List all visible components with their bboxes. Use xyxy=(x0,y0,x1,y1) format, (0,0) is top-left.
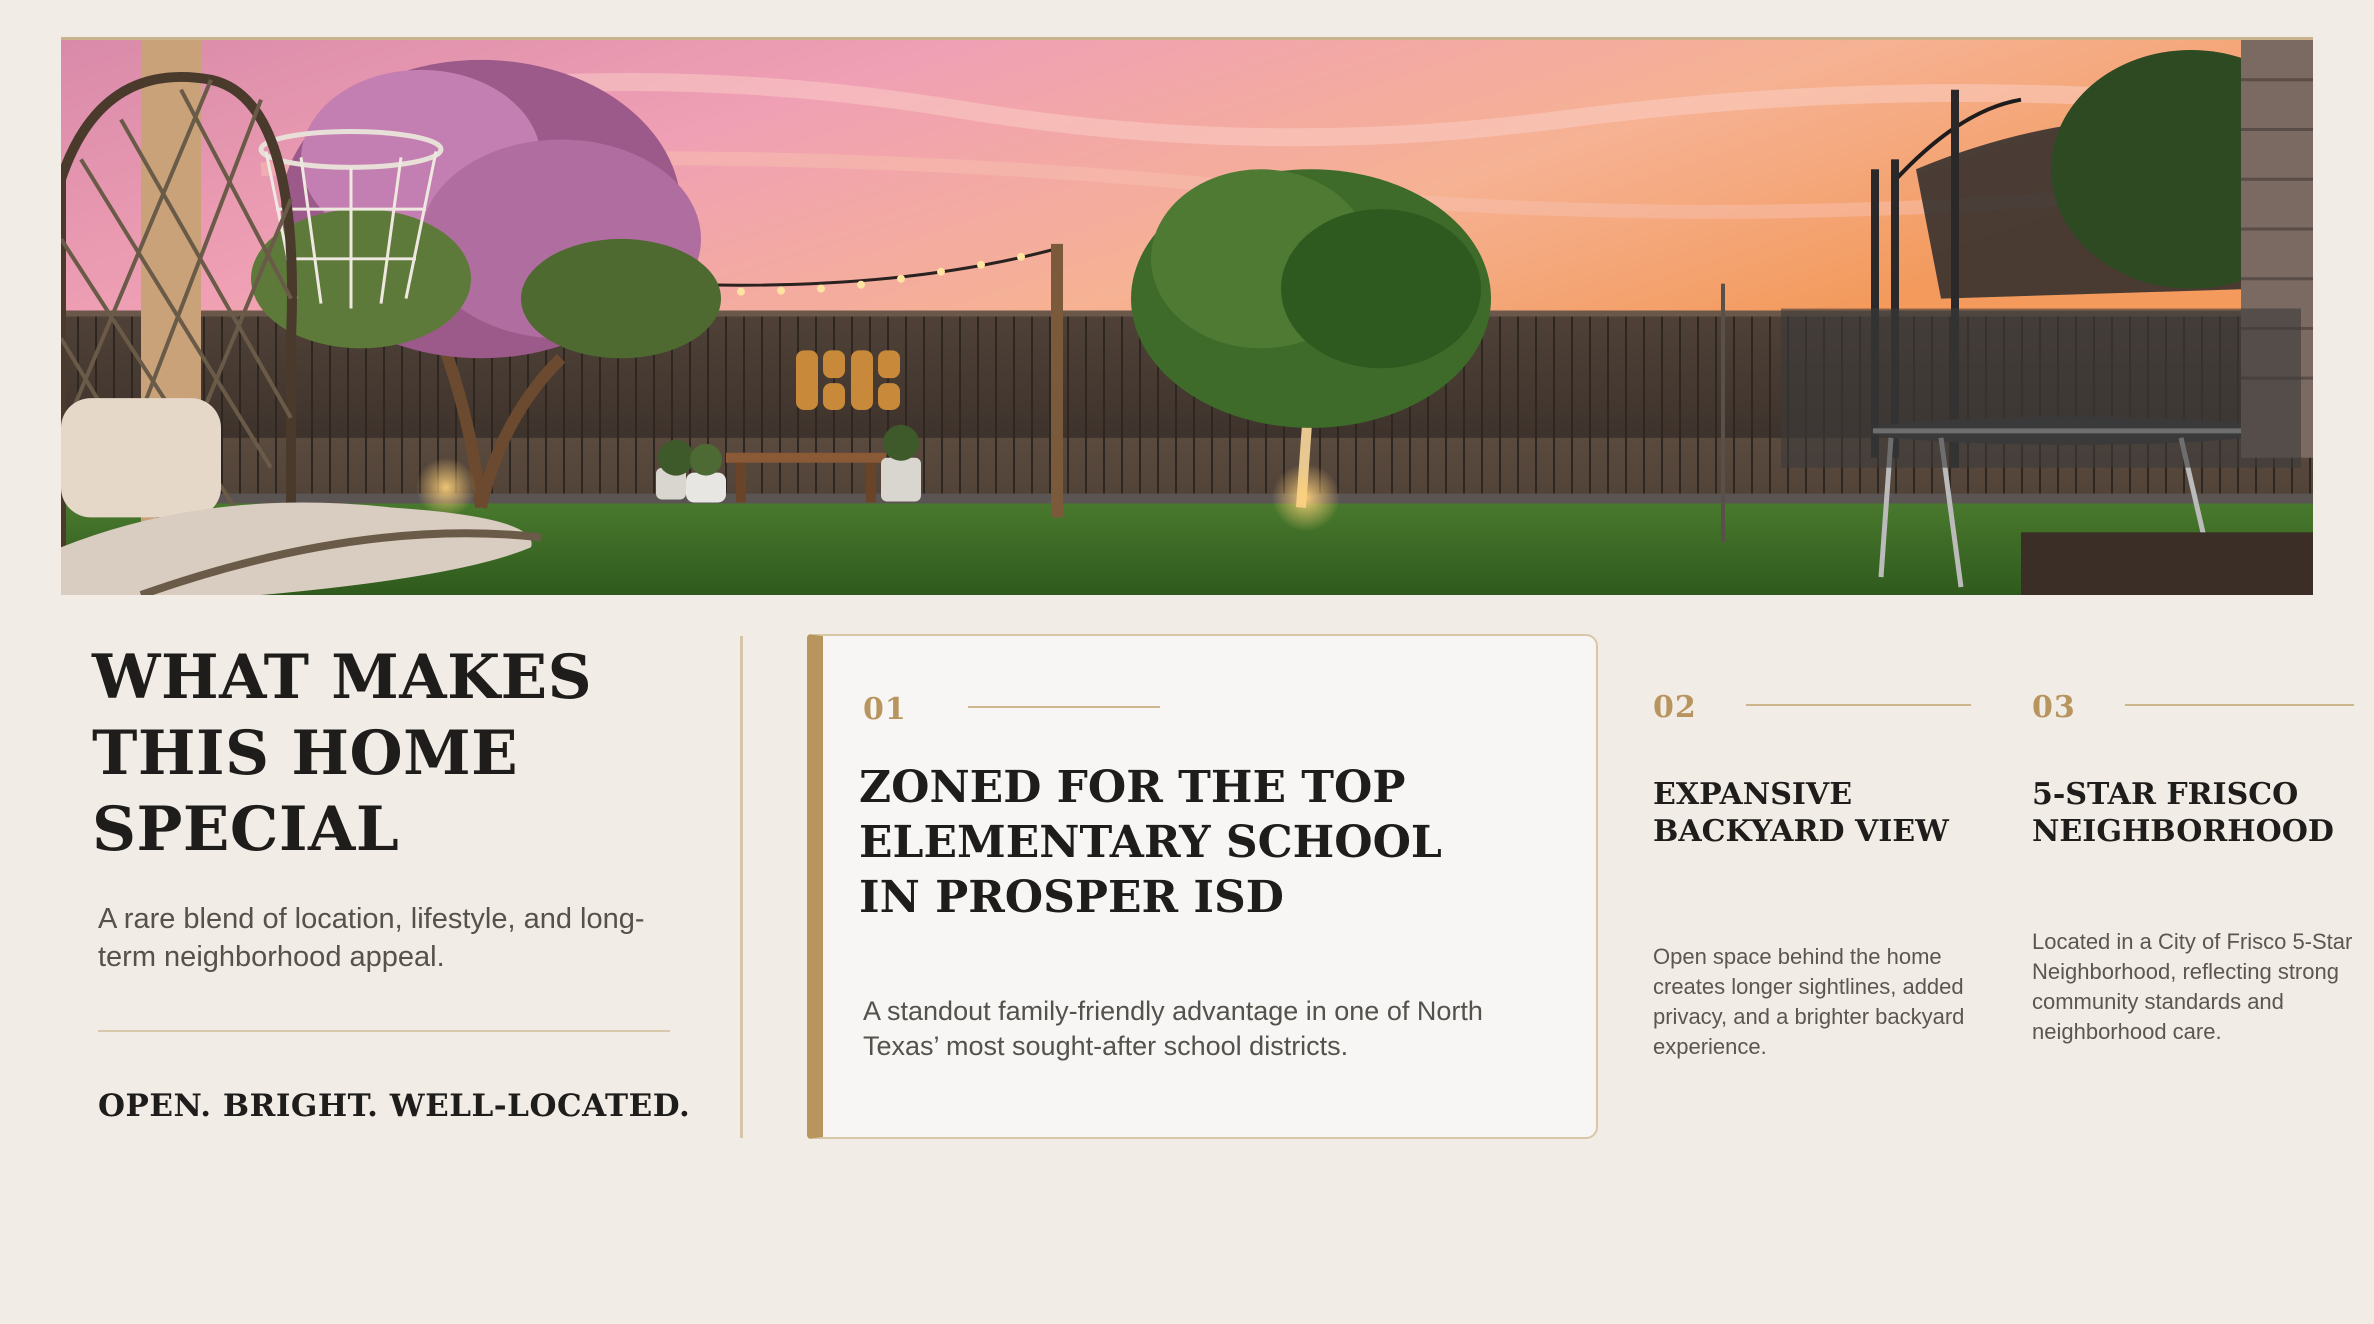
divider xyxy=(1746,704,1971,706)
feature-number: 02 xyxy=(1653,690,1697,725)
backyard-sunset-illustration xyxy=(61,40,2313,595)
divider xyxy=(968,706,1160,708)
feature-card-01 xyxy=(807,634,1598,1139)
section-subtitle: A rare blend of location, lifestyle, and long-term neighborhood appeal. xyxy=(98,903,645,973)
feature-description: Open space behind the home creates longer sightlines, added privacy, and a brighter backyard experience. xyxy=(1653,944,1965,1059)
column-divider xyxy=(740,636,743,1138)
feature-title: ZONED FOR THE TOP ELEMENTARY SCHOOL IN PROSPER ISD xyxy=(859,762,1442,923)
feature-title: 5-STAR FRISCO NEIGHBORHOOD xyxy=(2032,777,2334,849)
tagline: OPEN. BRIGHT. WELL-LOCATED. xyxy=(98,1088,691,1124)
feature-number: 03 xyxy=(2032,690,2076,725)
divider xyxy=(2125,704,2354,706)
feature-description: A standout family-friendly advantage in one of North Texas’ most sought-after school districts. xyxy=(863,996,1483,1061)
divider xyxy=(98,1030,670,1032)
hero-backyard-image xyxy=(61,37,2313,595)
feature-description: Located in a City of Frisco 5-Star Neighborhood, reflecting strong community standards and neighborhood care. xyxy=(2032,929,2353,1044)
feature-title: EXPANSIVE BACKYARD VIEW xyxy=(1653,777,1949,849)
feature-number: 01 xyxy=(863,692,907,727)
section-title: WHAT MAKES THIS HOME SPECIAL xyxy=(92,642,593,865)
